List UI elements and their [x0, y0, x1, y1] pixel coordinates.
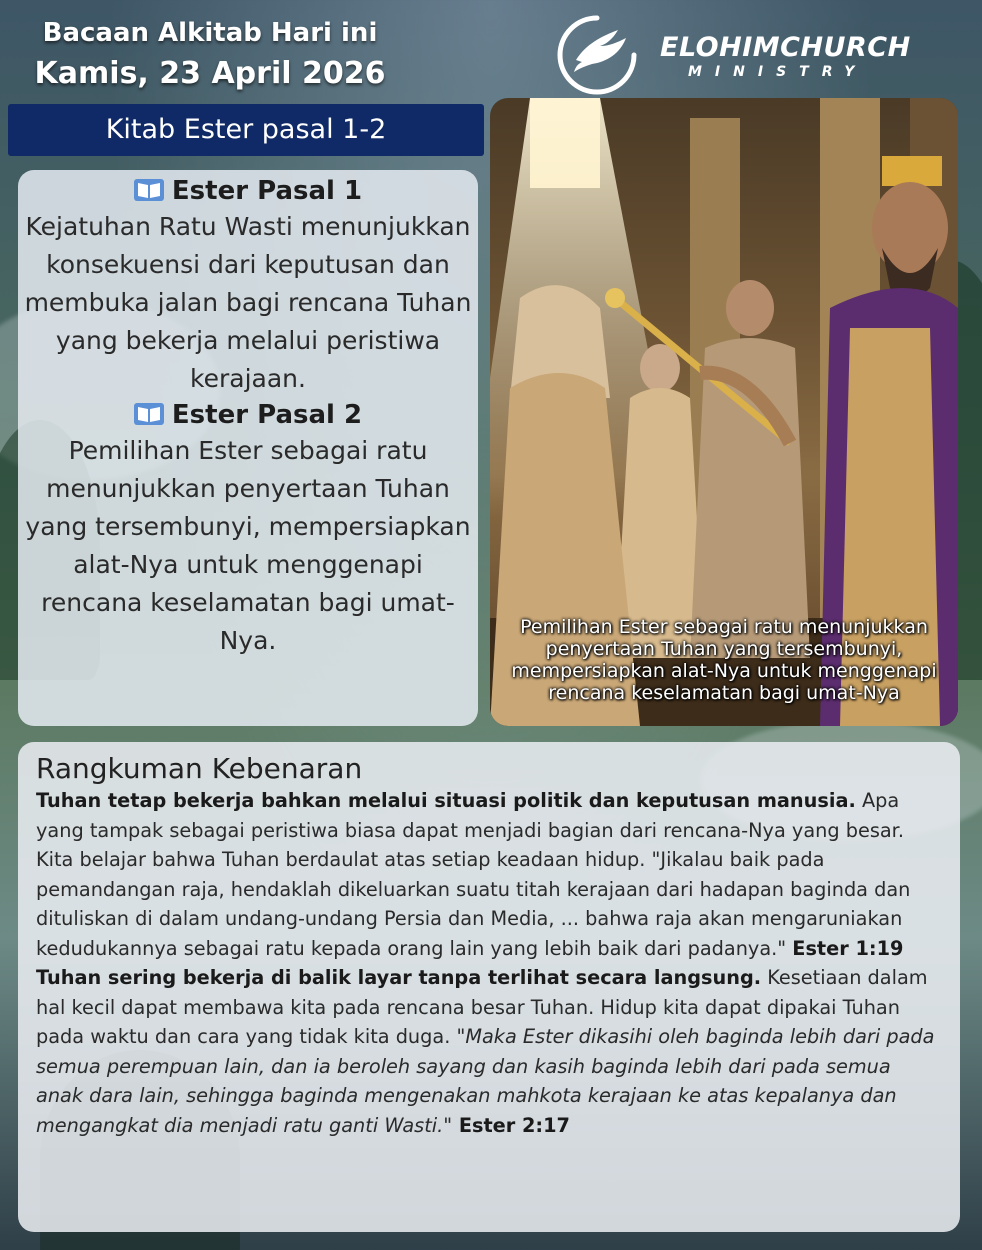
chapter-2-body: Pemilihan Ester sebagai ratu menunjukkan penyertaan Tuhan yang tersembunyi, mempersiapkan alat-Nya untuk menggenapi rencana keselamatan bagi umat-Nya. [25, 436, 471, 655]
logo-subtitle: MINISTRY [688, 64, 868, 80]
illustration-image [490, 98, 958, 726]
illustration-caption: Pemilihan Ester sebagai ratu menunjukkan penyertaan Tuhan yang tersembunyi, mempersiapkan alat-Nya untuk menggenapi rencana keselamatan bagi umat-Nya [511, 616, 937, 704]
summary-card [18, 742, 960, 1232]
chapter-1-heading [24, 174, 472, 208]
chapters-card [18, 170, 478, 726]
summary-text [36, 786, 942, 1140]
header-title: Bacaan Alkitab Hari ini [42, 18, 378, 48]
summary-point-1: Tuhan tetap bekerja bahkan melalui situasi politik dan keputusan manusia. [36, 789, 856, 812]
scripture-ref-2: Ester 2:17 [452, 1113, 570, 1137]
open-book-icon [134, 179, 164, 201]
summary-paragraph-2: Kesetiaan dalam hal kecil dapat membawa kita pada rencana besar Tuhan. Hidup kita dapat dipakai Tuhan pada waktu dan cara yang tidak kita duga. [36, 966, 928, 1048]
scripture-quote-2: "Maka Ester dikasihi oleh baginda lebih dari pada semua perempuan lain, dan ia beroleh sayang dan kasih baginda lebih dari pada semua anak dara lain, sehingga baginda mengenakan mahkota kerajaan ke atas kepalanya dan mengangkat dia menjadi ratu ganti Wasti." [36, 1025, 935, 1137]
open-book-icon [134, 403, 164, 425]
chapter-1-title: Ester Pasal 1 [171, 176, 363, 206]
chapter-2-title: Ester Pasal 2 [171, 400, 363, 430]
book-banner: Kitab Ester pasal 1-2 [8, 104, 484, 156]
chapter-2-heading [24, 398, 472, 432]
logo-name: ELOHIMCHURCH [660, 32, 911, 63]
chapter-1-body: Kejatuhan Ratu Wasti menunjukkan konsekuensi dari keputusan dan membuka jalan bagi rencana Tuhan yang bekerja melalui peristiwa kerajaan. [24, 212, 472, 393]
header-date: Kamis, 23 April 2026 [34, 56, 386, 91]
church-logo [556, 12, 976, 96]
summary-paragraph-1: Apa yang tampak sebagai peristiwa biasa dapat menjadi bagian dari rencana-Nya yang besar. Kita belajar bahwa Tuhan berdaulat atas setiap keadaan hidup. "Jikalau baik pada pemandangan raja, hendaklah dikeluarkan suatu titah kerajaan dari hadapan baginda dan dituliskan di dalam undang-undang Persia dan Media, ... bahwa raja akan mengaruniakan kedudukannya sebagai ratu kepada orang lain yang lebih baik dari padanya." [36, 789, 911, 960]
dove-circle-icon [556, 14, 638, 96]
summary-point-2: Tuhan sering bekerja di balik layar tanpa terlihat secara langsung. [36, 966, 762, 989]
summary-title: Rangkuman Kebenaran [36, 752, 363, 785]
scripture-ref-1: Ester 1:19 [792, 936, 904, 960]
